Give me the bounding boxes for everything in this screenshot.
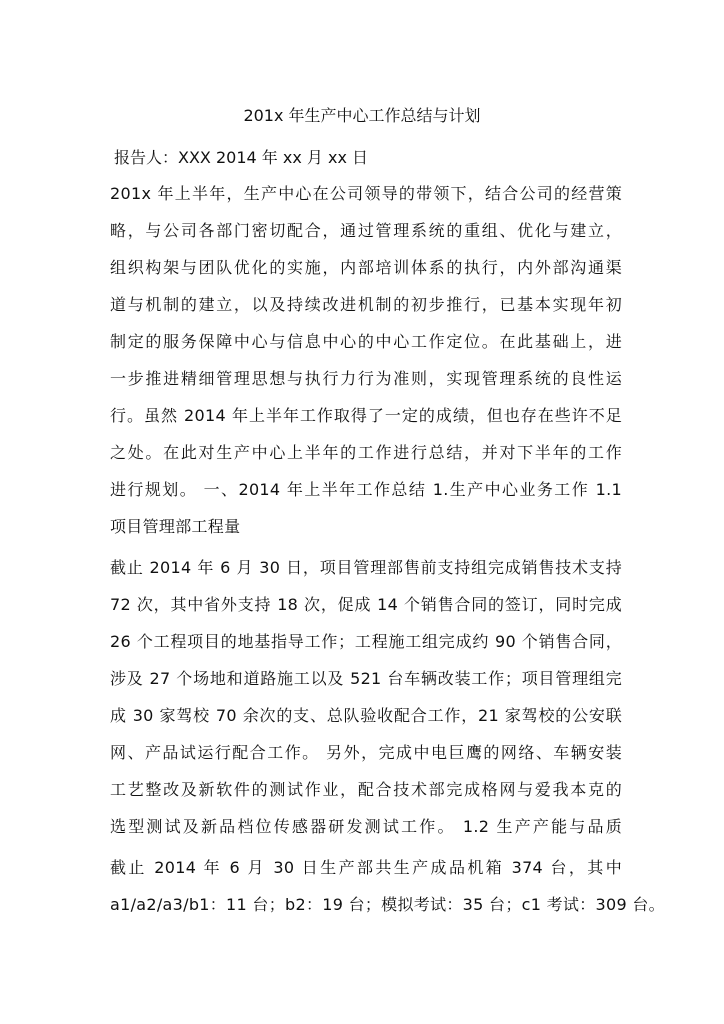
body-line: 涉及 27 个场地和道路施工以及 521 台车辆改装工作；项目管理组完 — [110, 669, 622, 688]
body-line: a1/a2/a3/b1：11 台；b2：19 台；模拟考试：35 台；c1 考试：309 台。 — [110, 895, 665, 914]
body-line: 道与机制的建立，以及持续改进机制的初步推行，已基本实现年初 — [110, 295, 622, 314]
body-line: 行。虽然 2014 年上半年工作取得了一定的成绩，但也存在些许不足 — [110, 406, 622, 425]
body-line: 选型测试及新品档位传感器研发测试工作。 1.2 生产产能与品质 — [110, 817, 622, 836]
body-line: 略，与公司各部门密切配合，通过管理系统的重组、优化与建立， — [110, 221, 622, 240]
body-line: 截止 2014 年 6 月 30 日生产部共生产成品机箱 374 台，其中 — [110, 858, 622, 877]
body-line: 制定的服务保障中心与信息中心的中心工作定位。在此基础上，进 — [110, 332, 622, 351]
body-line: 工艺整改及新软件的测试作业，配合技术部完成格网与爱我本克的 — [110, 780, 622, 799]
body-line: 截止 2014 年 6 月 30 日，项目管理部售前支持组完成销售技术支持 — [110, 558, 622, 577]
reporter-line: 报告人：XXX 2014 年 xx 月 xx 日 — [114, 148, 368, 167]
body-line: 一步推进精细管理思想与执行力行为准则，实现管理系统的良性运 — [110, 369, 622, 388]
body-line: 201x 年上半年，生产中心在公司领导的带领下，结合公司的经营策 — [110, 184, 622, 203]
body-line: 组织构架与团队优化的实施，内部培训体系的执行，内外部沟通渠 — [110, 258, 622, 277]
body-line: 72 次，其中省外支持 18 次，促成 14 个销售合同的签订，同时完成 — [110, 595, 622, 614]
document-title: 201x 年生产中心工作总结与计划 — [243, 106, 481, 125]
body-line: 项目管理部工程量 — [110, 517, 241, 536]
body-line: 26 个工程项目的地基指导工作；工程施工组完成约 90 个销售合同， — [110, 632, 622, 651]
body-line: 进行规划。 一、2014 年上半年工作总结 1.生产中心业务工作 1.1 — [110, 480, 622, 499]
body-line: 成 30 家驾校 70 余次的支、总队验收配合工作，21 家驾校的公安联 — [110, 706, 622, 725]
body-line: 之处。在此对生产中心上半年的工作进行总结，并对下半年的工作 — [110, 443, 622, 462]
body-line: 网、产品试运行配合工作。 另外，完成中电巨鹰的网络、车辆安装 — [110, 743, 622, 762]
